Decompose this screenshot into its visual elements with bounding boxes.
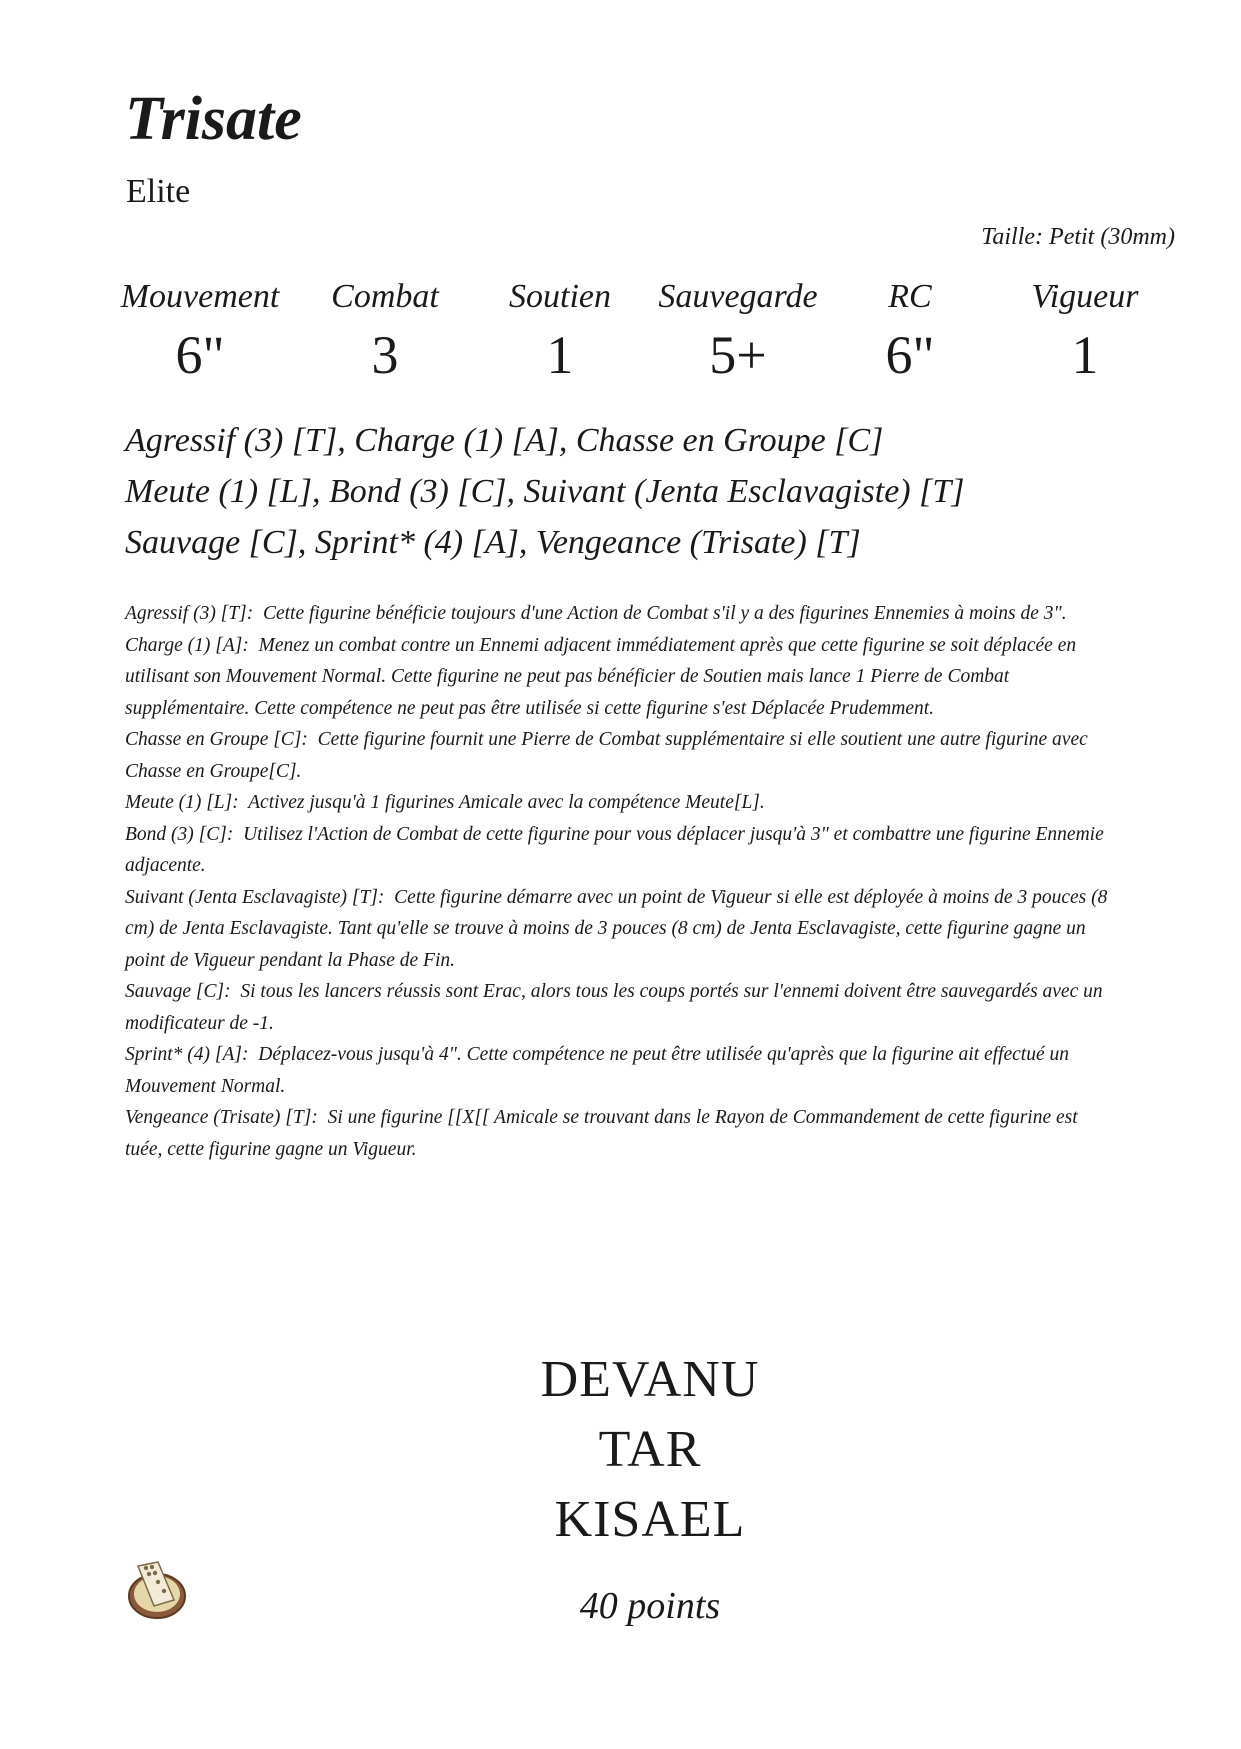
stat-value: 1 — [1071, 325, 1099, 385]
rule-text: Cette figurine fournit une Pierre de Combat supplémentaire si elle soutient une autre figurine avec Chasse en Groupe[C]. — [125, 729, 1088, 782]
faction-name — [420, 1345, 880, 1555]
faction-line: TAR — [598, 1421, 702, 1478]
rule-name: Charge (1) [A]: — [125, 634, 249, 656]
stat-vigueur — [985, 278, 1185, 385]
stat-value: 5+ — [709, 325, 767, 385]
points-cost: 40 points — [579, 1585, 721, 1627]
rule-sauvage — [125, 976, 1110, 1039]
faction-line: DEVANU — [540, 1351, 760, 1408]
rule-name: Suivant (Jenta Esclavagiste) [T]: — [125, 886, 385, 908]
stat-value: 1 — [546, 325, 574, 385]
rule-bond — [125, 819, 1110, 882]
stat-label: Vigueur — [1031, 278, 1139, 315]
rule-text: Si tous les lancers réussis sont Erac, alors tous les coups portés sur l'ennemi doivent être sauvegardés avec un modificateur de -1. — [125, 981, 1103, 1034]
rule-vengeance — [125, 1102, 1110, 1165]
stat-label: Mouvement — [120, 278, 280, 315]
stat-soutien — [460, 278, 660, 385]
stat-value: 6" — [885, 325, 935, 385]
stat-sauvegarde — [638, 278, 838, 385]
stat-combat — [285, 278, 485, 385]
stats-row — [120, 280, 1180, 390]
card-title: Trisate — [125, 85, 302, 153]
stat-label: Combat — [331, 278, 439, 315]
rules-list — [125, 598, 1110, 1165]
rule-suivant — [125, 882, 1110, 977]
faction-line: KISAEL — [554, 1491, 746, 1548]
rule-name: Meute (1) [L]: — [125, 792, 239, 813]
rule-meute — [125, 787, 1110, 819]
card-rank: Elite — [126, 173, 191, 210]
rule-name: Sauvage [C]: — [125, 981, 231, 1002]
rule-text: Cette figurine démarre avec un point de Vigueur si elle est déployée à moins de 3 pouces (8 cm) de Jenta Esclavagiste. Tant qu'elle se trouve à moins de 3 pouces (8 cm) de Jenta Esclavagiste, cette figurine gagne un point de Vigueur pendant la Phase de Fin. — [125, 886, 1108, 971]
rule-text: Activez jusqu'à 1 figurines Amicale avec la compétence Meute[L]. — [248, 792, 765, 813]
rule-chasse-en-groupe — [125, 724, 1110, 787]
rule-text: Si une figurine [[X[[ Amicale se trouvant dans le Rayon de Commandement de cette figurine est tuée, cette figurine gagne un Vigueur. — [125, 1107, 1078, 1160]
stat-value: 3 — [371, 325, 399, 385]
rule-name: Vengeance (Trisate) [T]: — [125, 1107, 318, 1128]
rule-name: Agressif (3) [T]: — [125, 603, 254, 624]
rule-text: Cette figurine bénéficie toujours d'une Action de Combat s'il y a des figurines Ennemies à moins de 3". — [262, 603, 1067, 624]
rule-name: Bond (3) [C]: — [125, 823, 234, 845]
stat-label: Sauvegarde — [658, 278, 818, 315]
model-size: Taille: Petit (30mm) — [981, 224, 1175, 250]
rule-text: Menez un combat contre un Ennemi adjacent immédiatement après que cette figurine se soit déplacée en utilisant son Mouvement Normal. Cette figurine ne peut pas bénéficier de Soutien mais lance 1 Pierre de Combat supplémentaire. Cette compétence ne peut pas être utilisée si cette figurine s'est Déplacée Prudemment. — [125, 634, 1077, 719]
keyword-line: Sauvage [C], Sprint* (4) [A], Vengeance (Trisate) [T] — [125, 524, 861, 561]
stat-label: RC — [888, 278, 932, 315]
rule-text: Déplacez-vous jusqu'à 4". Cette compétence ne peut être utilisée qu'après que la figurine ait effectué un Mouvement Normal. — [125, 1044, 1070, 1097]
rule-name: Chasse en Groupe [C]: — [125, 729, 308, 750]
stat-label: Soutien — [509, 278, 611, 315]
keyword-line: Agressif (3) [T], Charge (1) [A], Chasse en Groupe [C] — [125, 422, 884, 459]
combat-stone-logo-icon — [124, 1556, 190, 1622]
keyword-line: Meute (1) [L], Bond (3) [C], Suivant (Jenta Esclavagiste) [T] — [125, 473, 965, 510]
rule-text: Utilisez l'Action de Combat de cette figurine pour vous déplacer jusqu'à 3" et combattre une figurine Ennemie adjacente. — [125, 823, 1104, 876]
stat-mouvement — [100, 278, 300, 385]
rule-agressif — [125, 598, 1110, 630]
rule-sprint — [125, 1039, 1110, 1102]
stat-rc — [810, 278, 1010, 385]
rule-charge — [125, 630, 1110, 725]
rule-name: Sprint* (4) [A]: — [125, 1044, 249, 1065]
keyword-list — [125, 415, 1145, 568]
stat-value: 6" — [175, 325, 225, 385]
